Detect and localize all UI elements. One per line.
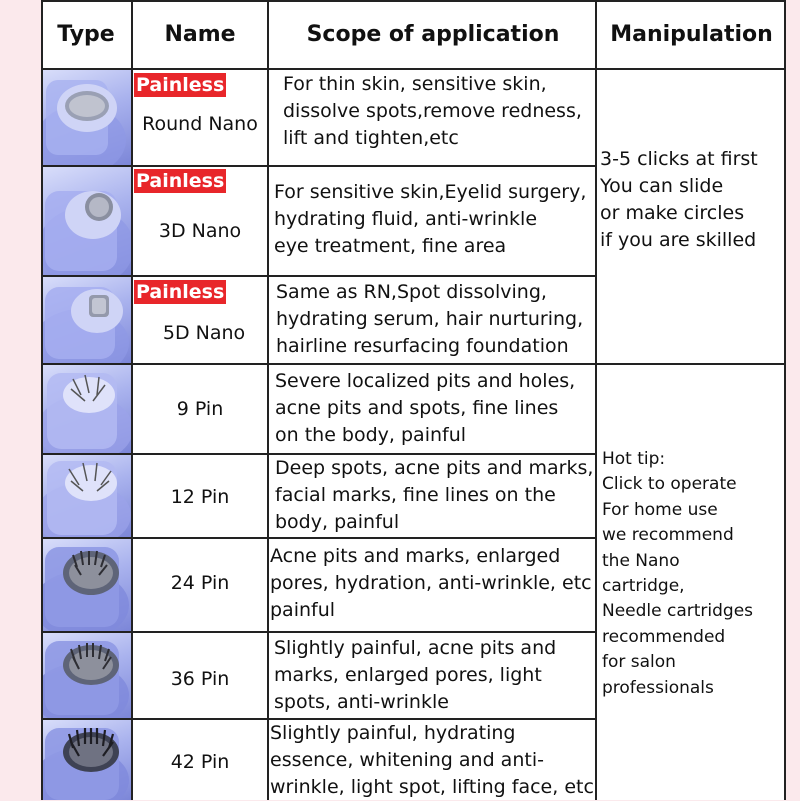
round-nano-cartridge-icon	[41, 70, 131, 165]
scope-line: hydrating fluid, anti-wrinkle	[274, 208, 538, 230]
scope-text	[274, 635, 556, 716]
scope-line: For sensitive skin,Eyelid surgery,	[274, 181, 587, 203]
scope-line: on the body, painful	[275, 424, 467, 446]
manipulation-nano-text	[600, 146, 758, 254]
scope-line: eye treatment, fine area	[274, 235, 507, 257]
tip-line: for salon	[602, 652, 676, 673]
scope-text	[276, 279, 583, 360]
tip-line: professionals	[602, 677, 714, 698]
table-border	[131, 0, 133, 800]
tip-line: cartridge,	[602, 576, 685, 597]
cartridge-name: 24 Pin	[170, 572, 230, 594]
scope-line: wrinkle, light spot, lifting face, etc	[270, 776, 594, 798]
cartridge-name: 36 Pin	[170, 668, 230, 690]
scope-line: Slightly painful, acne pits and	[274, 637, 557, 659]
9-pin-cartridge-icon	[41, 365, 131, 453]
table-border	[595, 0, 597, 800]
painless-badge: Painless	[136, 170, 225, 192]
scope-line: essence, whitening and anti-	[270, 749, 544, 771]
scope-line: facial marks, fine lines on the	[275, 484, 556, 506]
painless-badge: Painless	[136, 74, 225, 96]
table-border	[41, 631, 597, 633]
scope-line: body, painful	[275, 511, 400, 533]
tip-line: Click to operate	[602, 474, 737, 495]
table-border	[41, 453, 597, 455]
header-name: Name	[164, 21, 236, 47]
scope-text	[275, 455, 593, 536]
cartridge-name: 42 Pin	[170, 751, 230, 773]
tip-line: Needle cartridges	[602, 601, 754, 622]
painless-badge: Painless	[136, 281, 225, 303]
manipulation-line: if you are skilled	[600, 229, 757, 251]
scope-line: Slightly painful, hydrating	[270, 722, 516, 744]
scope-text	[275, 368, 575, 449]
header-type: Type	[57, 21, 115, 47]
scope-text	[274, 179, 586, 260]
5d-nano-cartridge-icon	[41, 277, 131, 363]
scope-line: acne pits and spots, fine lines	[275, 397, 559, 419]
scope-line: For thin skin, sensitive skin,	[283, 73, 547, 95]
scope-text	[270, 543, 592, 624]
cartridge-name: 9 Pin	[176, 398, 224, 420]
scope-line: spots, anti-wrinkle	[274, 691, 449, 713]
36-pin-cartridge-icon	[41, 633, 131, 718]
scope-text	[283, 71, 582, 152]
table-border	[41, 537, 597, 539]
scope-line: hairline resurfacing foundation	[276, 335, 569, 357]
table-border	[41, 68, 786, 70]
24-pin-cartridge-icon	[41, 539, 131, 631]
product-table	[41, 0, 786, 800]
42-pin-cartridge-icon	[41, 720, 131, 800]
table-border	[41, 363, 786, 365]
scope-text	[270, 720, 594, 801]
cartridge-name: Round Nano	[142, 113, 258, 135]
tip-line: the Nano	[602, 550, 680, 571]
tip-line: For home use	[602, 499, 718, 520]
tip-line: Hot tip:	[602, 449, 666, 469]
manipulation-hot-tip	[602, 447, 753, 701]
manipulation-line: 3-5 clicks at first	[600, 148, 758, 170]
tip-line: we recommend	[602, 525, 734, 546]
scope-line: Same as RN,Spot dissolving,	[276, 281, 547, 303]
header-manipulation: Manipulation	[610, 21, 773, 47]
table-border	[41, 0, 786, 2]
tip-line: recommended	[602, 626, 726, 647]
manipulation-line: or make circles	[600, 202, 745, 224]
3d-nano-cartridge-icon	[41, 167, 131, 275]
table-border	[784, 0, 786, 800]
scope-line: pores, hydration, anti-wrinkle, etc	[270, 572, 592, 594]
cartridge-name: 12 Pin	[170, 486, 230, 508]
scope-line: painful	[270, 599, 336, 621]
table-border	[41, 275, 597, 277]
table-border	[41, 165, 597, 167]
scope-line: Acne pits and marks, enlarged	[270, 545, 561, 567]
scope-line: hydrating serum, hair nurturing,	[276, 308, 584, 330]
scope-line: Severe localized pits and holes,	[275, 370, 576, 392]
scope-line: lift and tighten,etc	[283, 127, 459, 149]
table-border	[41, 0, 43, 800]
cartridge-name: 3D Nano	[158, 220, 242, 242]
header-scope: Scope of application	[306, 21, 560, 47]
scope-line: marks, enlarged pores, light	[274, 664, 542, 686]
table-border	[41, 718, 597, 720]
12-pin-cartridge-icon	[41, 455, 131, 537]
manipulation-line: You can slide	[600, 175, 724, 197]
scope-line: dissolve spots,remove redness,	[283, 100, 582, 122]
table-border	[267, 0, 269, 800]
cartridge-name: 5D Nano	[162, 322, 246, 344]
scope-line: Deep spots, acne pits and marks,	[275, 457, 594, 479]
